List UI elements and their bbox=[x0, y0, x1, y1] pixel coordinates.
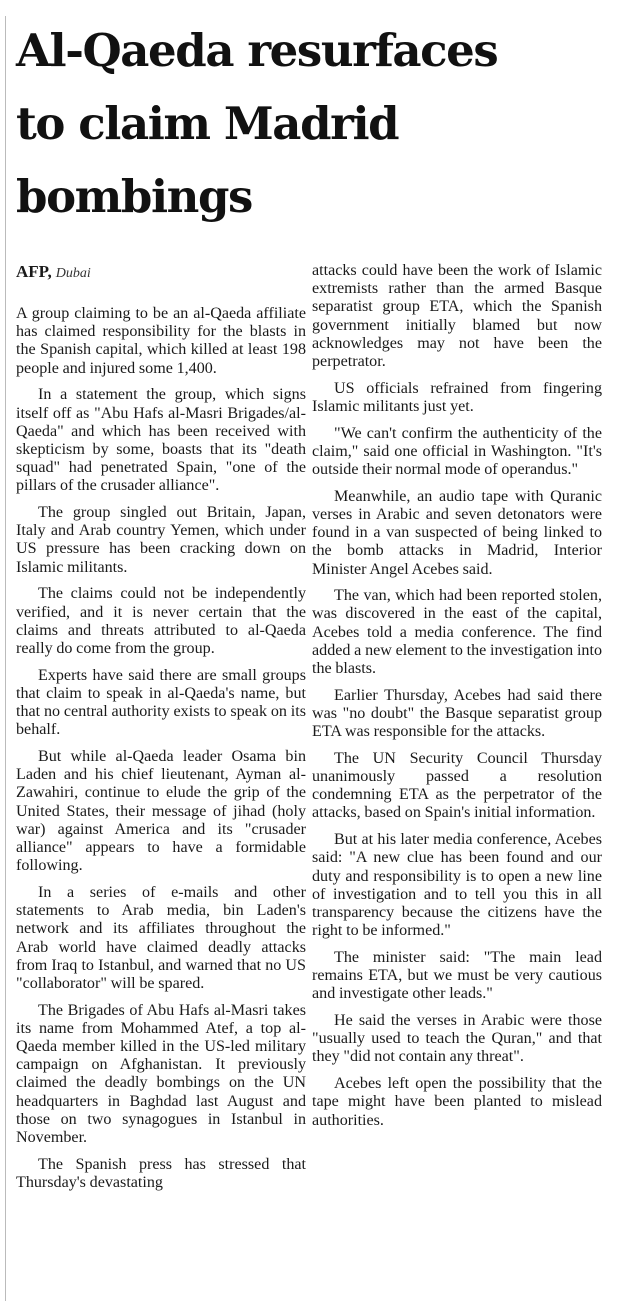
paragraph: attacks could have been the work of Islamic extremists rather than the armed Basque separatist group ETA, which the Spanish government initially blamed but now acknowledges may not have been the perpetrator. bbox=[312, 262, 602, 371]
headline-line: Al-Qaeda resurfaces bbox=[16, 24, 498, 77]
paragraph: The claims could not be independently verified, and it is never certain that the claims and threats attributed to al-Qaeda really do come from the group. bbox=[16, 585, 306, 657]
paragraph: Experts have said there are small groups that claim to speak in al-Qaeda's name, but that no central authority exists to speak on its behalf. bbox=[16, 666, 306, 739]
paragraph: Meanwhile, an audio tape with Quranic verses in Arabic and seven detonators were found in a van suspected of being linked to the bomb attacks in Madrid, Interior Minister Angel Acebes said. bbox=[312, 487, 602, 578]
paragraph: In a series of e-mails and other statements to Arab media, bin Laden's network and its affiliates throughout the Arab world have claimed deadly attacks from Iraq to Istanbul, and warned that no US "collaborator" will be spared. bbox=[16, 883, 306, 992]
column-rule bbox=[5, 16, 6, 1301]
paragraph: But at his later media conference, Acebes said: "A new clue has been found and our duty and responsibility is to open a new line of investigation and to tell you this in all transparency because the citizens have the right to be informed." bbox=[312, 831, 602, 940]
paragraph: But while al-Qaeda leader Osama bin Laden and his chief lieutenant, Ayman al-Zawahiri, continue to elude the grip of the United States, their message of jihad (holy war) against America and its "crusader alliance" appears to have a formidable following. bbox=[16, 747, 306, 875]
paragraph: "We can't confirm the authenticity of the claim," said one official in Washington. "It's outside their normal mode of operandus." bbox=[312, 424, 602, 479]
paragraph: Acebes left open the possibility that the tape might have been planted to mislead authorities. bbox=[312, 1075, 602, 1129]
byline-agency: AFP, bbox=[16, 262, 52, 281]
paragraph: The van, which had been reported stolen, was discovered in the east of the capital, Acebes told a media conference. The find added a new element to the investigation into the blasts. bbox=[312, 587, 602, 678]
article-column-right bbox=[312, 262, 602, 1138]
article-column-left bbox=[16, 263, 306, 1201]
headline-line: bombings bbox=[16, 170, 252, 223]
paragraph: The UN Security Council Thursday unanimously passed a resolution condemning ETA as the perpetrator of the attacks, based on Spain's initial information. bbox=[312, 749, 602, 822]
paragraph: The Spanish press has stressed that Thursday's devastating bbox=[16, 1155, 306, 1191]
paragraph: A group claiming to be an al-Qaeda affiliate has claimed responsibility for the blasts in the Spanish capital, which killed at least 198 people and injured some 1,400. bbox=[16, 305, 306, 377]
headline bbox=[16, 14, 626, 233]
paragraph: The group singled out Britain, Japan, Italy and Arab country Yemen, which under US pressure has been cracking down on Islamic militants. bbox=[16, 504, 306, 576]
paragraph: The Brigades of Abu Hafs al-Masri takes its name from Mohammed Atef, a top al-Qaeda member killed in the US-led military campaign on Afghanistan. It previously claimed the deadly bombings on the UN headquarters in Baghdad last August and those on two synagogues in Istanbul in November. bbox=[16, 1001, 306, 1147]
dateline bbox=[16, 263, 306, 283]
paragraph: The minister said: "The main lead remains ETA, but we must be very cautious and investigate other leads." bbox=[312, 948, 602, 1003]
paragraph: US officials refrained from fingering Islamic militants just yet. bbox=[312, 379, 602, 415]
paragraph: Earlier Thursday, Acebes had said there was "no doubt" the Basque separatist group ETA was responsible for the attacks. bbox=[312, 686, 602, 741]
headline-line: to claim Madrid bbox=[16, 97, 399, 150]
byline-place: Dubai bbox=[55, 266, 91, 281]
paragraph: He said the verses in Arabic were those "usually used to teach the Quran," and that they "did not contain any threat". bbox=[312, 1012, 602, 1066]
paragraph: In a statement the group, which signs itself off as "Abu Hafs al-Masri Brigades/al-Qaeda" and which has been received with skepticism by some, boasts that its "death squad" had penetrated Spain, "one of the pillars of the crusader alliance". bbox=[16, 386, 306, 495]
